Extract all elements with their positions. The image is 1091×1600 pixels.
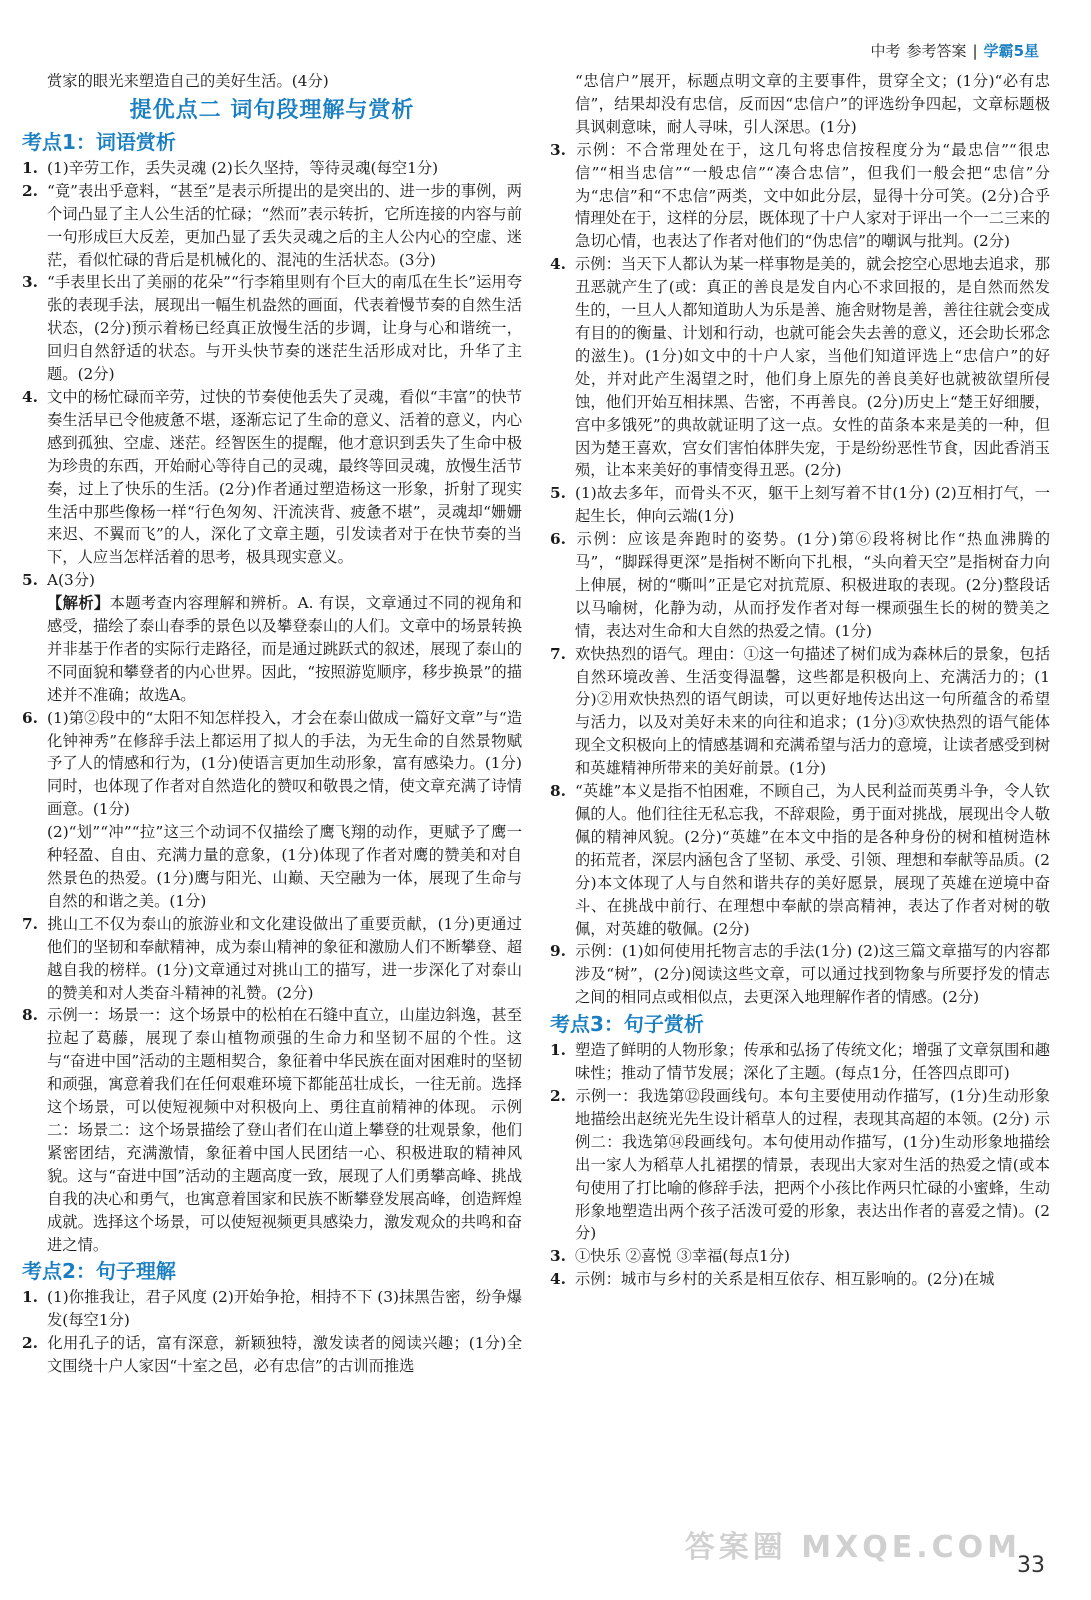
- left-column: [22, 70, 522, 1378]
- item-text: (1)故去多年，而骨头不灭，躯干上刻写着不甘(1分) (2)互相打气，一起生长，伸向云端(1分): [575, 484, 1050, 526]
- item-text: 示例：不合常理处在于，这几句将忠信按程度分为“最忠信”“很忠信”“相当忠信”“一般忠信”“凑合忠信”，但我们一般会把“忠信”分为“忠信”和“不忠信”两类，文中如此分层，显得十分可笑。(2分)合乎情理处在于，这样的分层，既体现了十户人家对于评出一个一二三来的急切心情，也表达了作者对他们的“伪忠信”的嘲讽与批判。(2分): [575, 140, 1050, 251]
- brand-logo: 学霸5星: [983, 42, 1039, 60]
- item-number: 9.: [550, 942, 566, 961]
- answer-item: [550, 643, 1050, 780]
- answer-item: [22, 157, 522, 180]
- page-header: [870, 40, 1039, 61]
- watermark: 答案圈 MXQE.COM: [684, 1530, 1021, 1565]
- item-text: 塑造了鲜明的人物形象；传承和弘扬了传统文化；增强了文章氛围和趣味性；推动了情节发展；深化了主题。(每点1分，任答四点即可): [575, 1041, 1050, 1083]
- item-number: 3.: [550, 140, 566, 159]
- item-6-part-2: (2)“划”“冲”“拉”这三个动词不仅描绘了鹰飞翔的动作，更赋予了鹰一种轻盈、自由、充满力量的意象，(1分)体现了作者对鹰的赞美和对自然景色的热爱。(1分)鹰与阳光、山巅、天空融为一体，展现了生命与自然的和谐之美。(1分): [47, 823, 522, 910]
- answer-item: [22, 1332, 522, 1378]
- item-number: 3.: [550, 1247, 566, 1266]
- answer-item: [550, 139, 1050, 254]
- item-number: 4.: [550, 1270, 566, 1289]
- item-number: 5.: [550, 484, 566, 503]
- answer-item: [550, 482, 1050, 528]
- intro-text: 赏家的眼光来塑造自己的美好生活。(4分): [47, 72, 329, 90]
- answer-item: [22, 180, 522, 272]
- section-title-3: 考点3：句子赏析: [550, 1012, 704, 1037]
- item-number: 2.: [550, 1086, 566, 1105]
- item-number: 3.: [22, 273, 38, 292]
- item-text: 化用孔子的话，富有深意，新颖独特，激发读者的阅读兴趣；(1分)全文围绕十户人家因“十室之邑，必有忠信”的古训而推选: [47, 1334, 522, 1376]
- item-text: “英雄”本义是指不怕困难，不顾自己，为人民利益而英勇斗争，令人钦佩的人。他们往往无私忘我，不辞艰险，勇于面对挑战，展现出令人敬佩的精神风貌。(2分)“英雄”在本文中指的是各种身份的树和植树造林的拓荒者，深层内涵包含了坚韧、承受、引领、理想和奉献等品质。(2分)本文体现了人与自然和谐共存的美好愿景，展现了英雄在逆境中奋斗、在挑战中前行、在理想中奉献的崇高精神，表达了作者对树的敬佩，对英雄的敬佩。(2分): [575, 782, 1050, 938]
- item-number: 6.: [22, 708, 38, 727]
- item-text: (1)辛劳工作，丢失灵魂 (2)长久坚持，等待灵魂(每空1分): [47, 158, 439, 177]
- item-number: 7.: [22, 914, 38, 933]
- section-title-2: 考点2：句子理解: [22, 1259, 176, 1284]
- header-answer: 参考答案: [906, 42, 967, 60]
- answer-item: [550, 1268, 1050, 1291]
- analysis-tag: 【解析】: [47, 594, 110, 613]
- item-text: (1)你推我让，君子风度 (2)开始争抢，相持不下 (3)抹黑告密，纷争爆发(每空1分): [47, 1288, 522, 1330]
- item-text: 挑山工不仅为泰山的旅游业和文化建设做出了重要贡献，(1分)更通过他们的坚韧和奉献精神，成为泰山精神的象征和激励人们不断攀登、超越自我的榜样。(1分)文章通过对挑山工的描写，进一步深化了对泰山的赞美和对人类奋斗精神的礼赞。(2分): [47, 914, 522, 1002]
- answer-item: [550, 1245, 1050, 1268]
- section-3-list: [550, 1039, 1050, 1291]
- item-number: 2.: [22, 181, 38, 200]
- answer-item: [550, 1039, 1050, 1085]
- item-text: 欢快热烈的语气。理由：①这一句描述了树们成为森林后的景象，包括自然环境改善、生活变得温馨，这些都是积极向上、充满活力的；(1分)②用欢快热烈的语气朗读，可以更好地传达出这一句所蕴含的希望与活力，以及对美好未来的向往和追求；(1分)③欢快热烈的语气能体现全文积极向上的情感基调和充满希望与活力的意境，让读者感受到树和英雄精神所带来的美好前景。(1分): [575, 644, 1050, 778]
- item-number: 7.: [550, 644, 566, 663]
- item-number: 1.: [22, 1288, 38, 1307]
- item-number: 2.: [22, 1334, 38, 1353]
- header-exam: 中考: [870, 42, 901, 60]
- answer-item: [22, 913, 522, 1005]
- right-column: [550, 70, 1050, 1291]
- item-number: 8.: [22, 1006, 38, 1025]
- answer-item: [22, 707, 522, 822]
- item-text: 文中的杨忙碌而辛劳，过快的节奏使他丢失了灵魂，看似“丰富”的快节奏生活早已令他疲惫不堪，逐渐忘记了生命的意义、活着的意义，内心感到孤独、空虚、迷茫。经智医生的提醒，他才意识到丢失了生命中极为珍贵的东西，开始耐心等待自己的灵魂，最终等回灵魂，放慢生活节奏，过上了快乐的生活。(2分)作者通过塑造杨这一形象，折射了现实生活中那些像杨一样“行色匆匆、汗流浃背、疲惫不堪”，灵魂却“姗姗来迟、不翼而飞”的人，深化了文章主题，引发读者对于在快节奏的当下，人应当怎样活着的思考，极具现实意义。: [47, 387, 522, 567]
- header-separator: |: [972, 41, 978, 60]
- item-text: A(3分): [47, 571, 96, 590]
- section-1-list-c: [22, 913, 522, 1257]
- item-text: 示例一：我选第⑫段画线句。本句主要使用动作描写，(1分)生动形象地描绘出赵统光先生设计稻草人的过程，表现其高超的本领。(2分) 示例二：我选第⑭段画线句。本句使用动作描写，(1分)生动形象地描绘出一家人为稻草人扎裙摆的情景，表现出大家对生活的热爱之情(或本句使用了打比喻的修辞手法，把两个小孩比作两只忙碌的小蜜蜂，生动形象地塑造出两个孩子活泼可爱的形象，表达出作者的喜爱之情)。(2分): [575, 1086, 1050, 1243]
- item-text: 示例：应该是奔跑时的姿势。(1分)第⑥段将树比作“热血沸腾的马”，“脚踩得更深”是指树不断向下扎根，“头向着天空”是指树奋力向上伸展，树的“嘶叫”正是它对抗荒原、积极进取的表现。(2分)整段话以马喻树，化静为动，从而抒发作者对每一棵顽强生长的树的赞美之情，表达对生命和大自然的热爱之情。(1分): [575, 530, 1050, 640]
- section-title-1: 考点1：词语赏析: [22, 129, 176, 154]
- answer-item: [22, 1286, 522, 1332]
- item-text: 示例：(1)如何使用托物言志的手法(1分) (2)这三篇文章描写的内容都涉及“树”，(2分)阅读这些文章，可以通过找到物象与所要抒发的情志之间的相同点或相似点，去更深入地理解作者的情感。(2分): [575, 942, 1050, 1007]
- answer-item: [550, 780, 1050, 940]
- answer-item: [550, 940, 1050, 1009]
- section-1-list-a: [22, 157, 522, 592]
- analysis-paragraph: [22, 592, 522, 707]
- answer-item: [22, 386, 522, 569]
- item-text: 示例：当天下人都认为某一样事物是美的，就会挖空心思地去追求，那丑恶就产生了(或：真正的善良是发自内心不求回报的，是自然而然发生的，一旦人人都知道助人为乐是善、施舍财物是善，善往往就会变成有目的的衡量、计划和行动，也就可能会失去善的意义，还会助长邪念的滋生)。(1分)如文中的十户人家，当他们知道评选上“忠信户”的好处，并对此产生渴望之时，他们身上原先的善良美好也就被欲望所侵蚀，他们开始互相抹黑、告密，不再善良。(2分)历史上“楚王好细腰，宫中多饿死”的典故就证明了这一点。女性的苗条本来是美的一种，但因为楚王喜欢，宫女们害怕体胖失宠，于是纷纷恶性节食，因此香消玉殒，让本来美好的事情变得丑恶。(2分): [575, 255, 1050, 480]
- item-text: ①快乐 ②喜悦 ③幸福(每点1分): [575, 1247, 790, 1266]
- continued-text: “忠信户”展开，标题点明文章的主要事件，贯穿全文；(1分)“必有忠信”，结果却没有忠信，反而因“忠信户”的评选纷争四起，文章标题极具讽刺意味，耐人寻味，引人深思。(1分): [575, 72, 1050, 136]
- item-number: 8.: [550, 782, 566, 801]
- item-text: 示例：城市与乡村的关系是相互依存、相互影响的。(2分)在城: [575, 1270, 995, 1289]
- section-2-list-b: [550, 139, 1050, 1009]
- analysis-text: 本题考查内容理解和辨析。A. 有误，文章通过不同的视角和感受，描绘了泰山春季的景色以及攀登泰山的人们。文章中的场景转换并非基于作者的实际行走路径，而是通过跳跃式的叙述，展现了泰山的不同面貌和攀登者的内心世界。因此，“按照游览顺序，移步换景”的描述并不准确；故选A。: [47, 594, 522, 704]
- item-number: 6.: [550, 530, 566, 549]
- answer-item: [550, 253, 1050, 482]
- item-number: 5.: [22, 571, 38, 590]
- item-text: “手表里长出了美丽的花朵”“行李箱里则有个巨大的南瓜在生长”运用夸张的表现手法，展现出一幅生机盎然的画面，代表着慢节奏的自然生活状态，(2分)预示着杨已经真正放慢生活的步调，让身与心和谐统一，回归自然舒适的状态。与开头快节奏的迷茫生活形成对比，升华了主题。(2分): [47, 273, 522, 384]
- answer-item: [550, 528, 1050, 643]
- item-number: 1.: [22, 158, 38, 177]
- item-text: 示例一：场景一：这个场景中的松柏在石缝中直立，山崖边斜逸，甚至拉起了葛藤，展现了泰山植物顽强的生命力和坚韧不屈的个性。这与“奋进中国”活动的主题相契合，象征着中华民族在面对困难时的坚韧和顽强，寓意着我们在任何艰难环境下都能茁壮成长，一往无前。选择这个场景，可以使短视频中对积极向上、勇往直前精神的体现。 示例二：场景二：这个场景描绘了登山者们在山道上攀登的壮观景象，他们紧密团结，充满激情，象征着中国人民团结一心、积极进取的精神风貌。这与“奋进中国”活动的主题高度一致，展现了人们勇攀高峰、挑战自我的决心和勇气，也寓意着国家和民族不断攀登发展高峰，创造辉煌成就。选择这个场景，可以使短视频更具感染力，激发观众的共鸣和奋进之情。: [47, 1006, 522, 1254]
- item-number: 4.: [550, 255, 566, 274]
- page-number: 33: [1017, 1553, 1045, 1578]
- section-1-list-b: [22, 707, 522, 822]
- item-number: 4.: [22, 387, 38, 406]
- answer-item: [550, 1085, 1050, 1245]
- item-text: (1)第②段中的“太阳不知怎样投入，才会在泰山做成一篇好文章”与“造化钟神秀”在修辞手法上都运用了拟人的手法，为无生命的自然景物赋予了人的情感和行为，(1分)使语言更加生动形象，富有感染力。(1分)同时，也体现了作者对自然造化的赞叹和敬畏之情，使文章充满了诗情画意。(1分): [47, 708, 522, 819]
- answer-item: [22, 569, 522, 592]
- item-number: 1.: [550, 1041, 566, 1060]
- answer-item: [22, 271, 522, 386]
- section-2-list-a: [22, 1286, 522, 1378]
- block-title: 提优点二 词句段理解与赏析: [129, 96, 415, 123]
- item-text: “竟”表出乎意料，“甚至”是表示所提出的是突出的、进一步的事例，两个词凸显了主人公生活的忙碌；“然而”表示转折，它所连接的内容与前一句形成巨大反差，更加凸显了丢失灵魂之后的主人公内心的空虚、迷茫，看似忙碌的背后是机械化的、混沌的生活状态。(3分): [47, 181, 522, 269]
- answer-item: [22, 1004, 522, 1256]
